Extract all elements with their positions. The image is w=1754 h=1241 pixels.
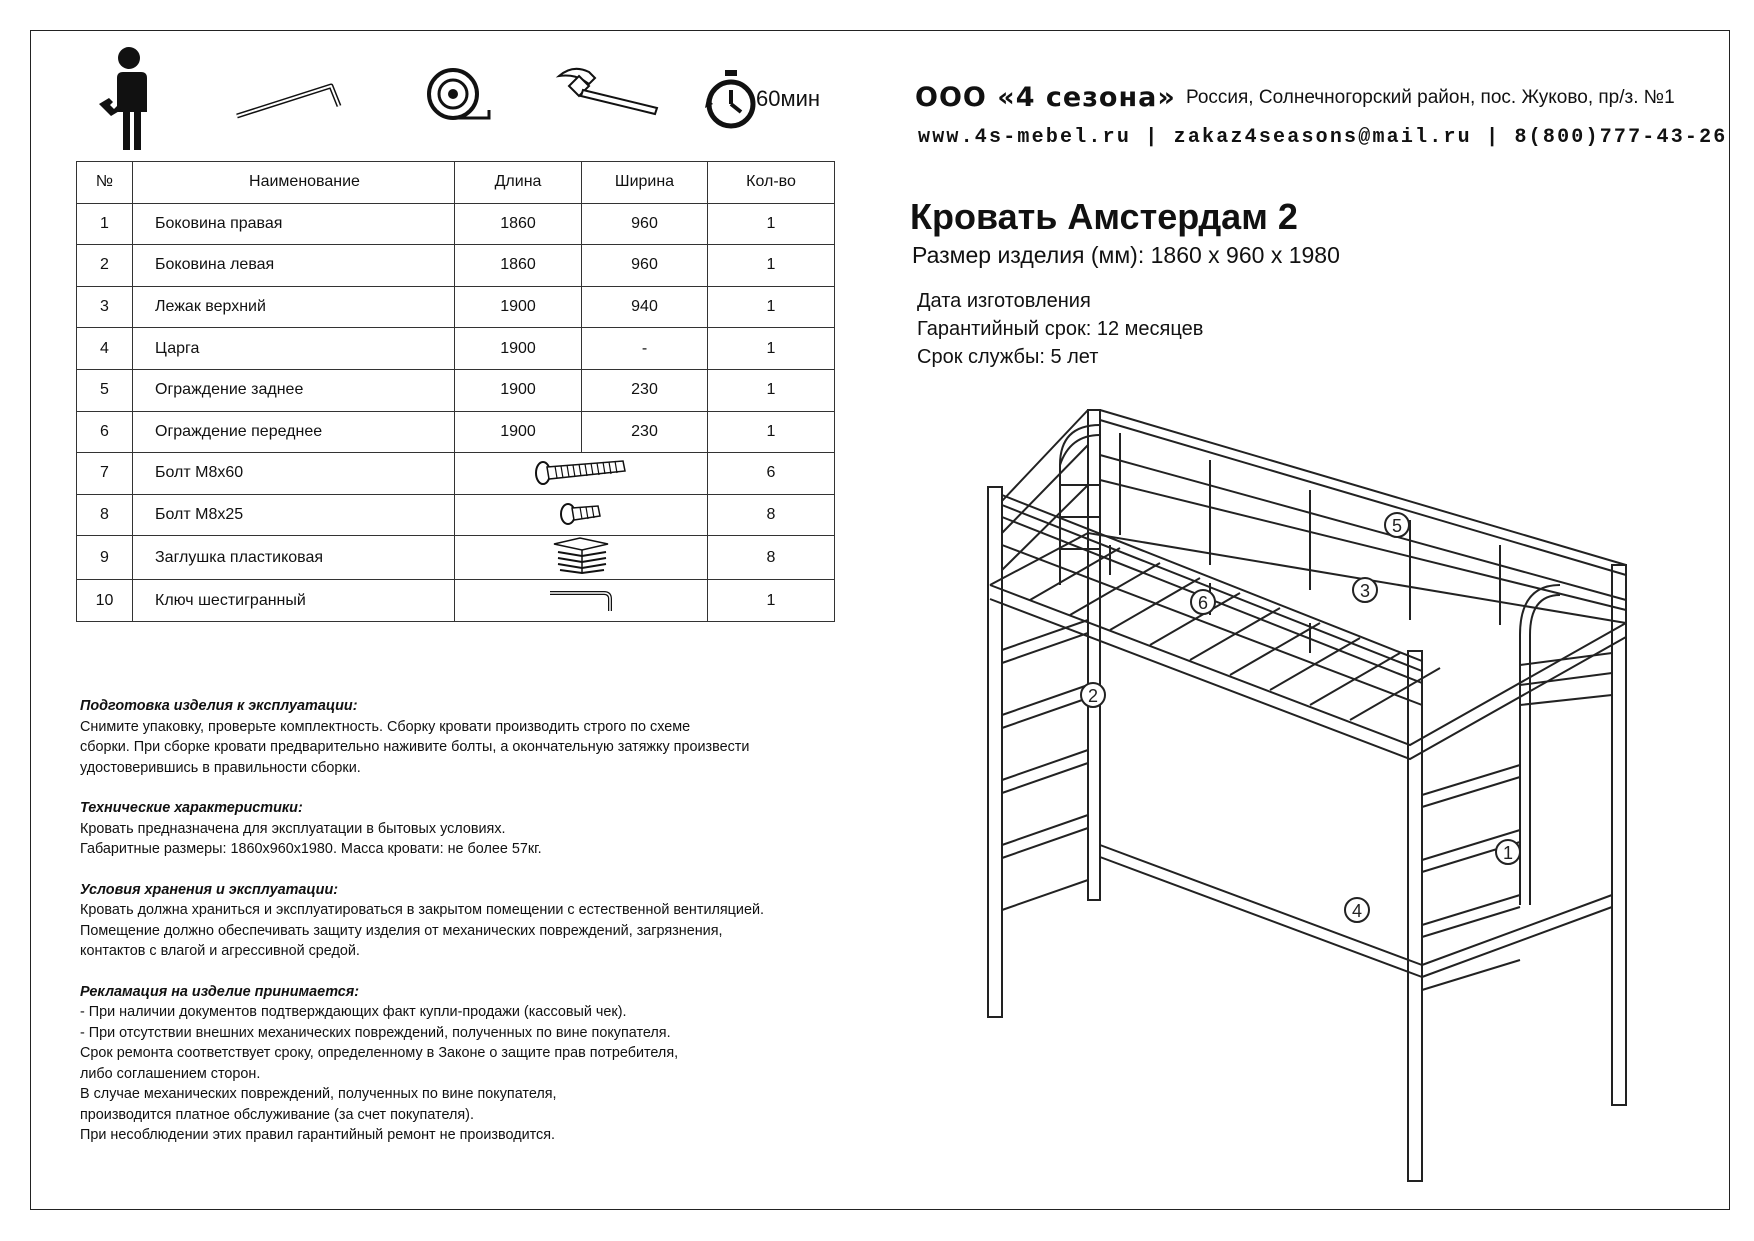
claim-title: Рекламация на изделие принимается: bbox=[80, 983, 360, 1000]
cell-qty: 1 bbox=[708, 580, 835, 622]
hex-key-icon bbox=[233, 76, 343, 126]
prep-section bbox=[80, 696, 840, 778]
cell-name: Боковина правая bbox=[133, 203, 455, 245]
callout-5 bbox=[1385, 513, 1409, 537]
table-row bbox=[77, 203, 835, 245]
callout-label: 5 bbox=[1391, 516, 1403, 536]
cell-length: 1860 bbox=[455, 203, 582, 245]
tools-row bbox=[85, 40, 845, 160]
text-line: Снимите упаковку, проверьте комплектность. Сборку кровати производить строго по схеме bbox=[80, 718, 691, 735]
cell-width: 230 bbox=[582, 369, 708, 411]
company-address: Россия, Солнечногорский район, пос. Жуково, пр/з. №1 bbox=[1186, 87, 1675, 108]
table-row bbox=[77, 328, 835, 370]
text-line: Срок ремонта соответствует сроку, определенному в Законе о защите прав потребителя, bbox=[80, 1045, 679, 1061]
text-line: Кровать предназначена для эксплуатации в бытовых условиях. bbox=[80, 820, 506, 837]
text-line: контактов с влагой и агрессивной средой. bbox=[80, 943, 360, 959]
callout-label: 6 bbox=[1197, 593, 1209, 613]
table-row bbox=[77, 453, 835, 495]
text-line: При несоблюдении этих правил гарантийный ремонт не производится. bbox=[80, 1127, 556, 1143]
tech-section bbox=[80, 798, 840, 860]
cell-width: 230 bbox=[582, 411, 708, 453]
callout-2 bbox=[1081, 683, 1105, 707]
header-name: Наименование bbox=[133, 162, 455, 204]
cell-num: 6 bbox=[77, 411, 133, 453]
person-wrench-icon bbox=[97, 44, 157, 152]
cell-qty: 1 bbox=[708, 328, 835, 370]
table-header-row bbox=[77, 162, 835, 204]
callout-label: 2 bbox=[1087, 686, 1099, 706]
callout-1 bbox=[1496, 840, 1520, 864]
cell-num: 4 bbox=[77, 328, 133, 370]
table-row bbox=[77, 411, 835, 453]
cell-name: Царга bbox=[133, 328, 455, 370]
cell-width: - bbox=[582, 328, 708, 370]
callout-4 bbox=[1345, 898, 1369, 922]
callout-6 bbox=[1191, 590, 1215, 614]
bolt-long-cell bbox=[455, 453, 708, 495]
cell-width: 960 bbox=[582, 245, 708, 287]
cell-width: 960 bbox=[582, 203, 708, 245]
text-line: В случае механических повреждений, полученных по вине покупателя, bbox=[80, 1086, 557, 1102]
callout-3 bbox=[1353, 578, 1377, 602]
text-line: сборки. При сборке кровати предварительно наживите болты, а окончательную затяжку произвести bbox=[80, 739, 750, 755]
product-size: Размер изделия (мм): 1860 x 960 x 1980 bbox=[912, 242, 1340, 268]
company-contacts: www.4s-mebel.ru | zakaz4seasons@mail.ru | 8(800)777-43-26 bbox=[918, 126, 1728, 149]
cell-qty: 1 bbox=[708, 411, 835, 453]
storage-section bbox=[80, 880, 840, 962]
parts-table bbox=[76, 161, 835, 622]
table-row bbox=[77, 494, 835, 536]
tech-title: Технические характеристики: bbox=[80, 800, 303, 816]
text-line: удостоверившись в правильности сборки. bbox=[80, 759, 361, 776]
header-length: Длина bbox=[455, 162, 582, 204]
cell-num: 8 bbox=[77, 494, 133, 536]
cell-length: 1900 bbox=[455, 328, 582, 370]
table-row bbox=[77, 369, 835, 411]
cell-qty: 1 bbox=[708, 369, 835, 411]
storage-title: Условия хранения и эксплуатации: bbox=[80, 881, 339, 898]
cell-num: 3 bbox=[77, 286, 133, 328]
callout-label: 1 bbox=[1502, 843, 1514, 863]
cell-name: Болт М8x60 bbox=[133, 453, 455, 495]
instructions-text bbox=[80, 696, 840, 1166]
bolt-short-cell bbox=[455, 494, 708, 536]
hammer-icon bbox=[553, 62, 663, 132]
stopwatch-icon bbox=[703, 68, 759, 130]
text-line: Кровать должна храниться и эксплуатироваться в закрытом помещении с естественной вентиляцией. bbox=[80, 902, 765, 918]
cell-qty: 6 bbox=[708, 453, 835, 495]
cell-qty: 1 bbox=[708, 286, 835, 328]
cell-name: Болт М8x25 bbox=[133, 494, 455, 536]
cell-qty: 8 bbox=[708, 536, 835, 580]
cell-num: 9 bbox=[77, 536, 133, 580]
cell-num: 7 bbox=[77, 453, 133, 495]
prep-title: Подготовка изделия к эксплуатации: bbox=[80, 698, 358, 714]
company-name: ООО «4 сезона» bbox=[915, 82, 1176, 113]
cell-length: 1900 bbox=[455, 286, 582, 328]
header-qty: Кол-во bbox=[708, 162, 835, 204]
cell-qty: 1 bbox=[708, 203, 835, 245]
manufacture-date: Дата изготовления bbox=[917, 290, 1091, 312]
text-line: производится платное обслуживание (за счет покупателя). bbox=[80, 1106, 474, 1123]
table-row bbox=[77, 536, 835, 580]
cell-name: Ключ шестигранный bbox=[133, 580, 455, 622]
cell-length: 1860 bbox=[455, 245, 582, 287]
cell-num: 10 bbox=[77, 580, 133, 622]
table-row bbox=[77, 580, 835, 622]
service-life: Срок службы: 5 лет bbox=[917, 346, 1099, 368]
cell-name: Лежак верхний bbox=[133, 286, 455, 328]
plug-cell bbox=[455, 536, 708, 580]
cell-name: Ограждение переднее bbox=[133, 411, 455, 453]
cell-num: 5 bbox=[77, 369, 133, 411]
claim-section bbox=[80, 982, 840, 1146]
text-line: - При наличии документов подтверждающих факт купли-продажи (кассовый чек). bbox=[80, 1004, 627, 1020]
cell-qty: 1 bbox=[708, 245, 835, 287]
callout-label: 3 bbox=[1359, 581, 1371, 601]
bolt-m8x25-icon bbox=[556, 498, 606, 528]
cell-length: 1900 bbox=[455, 411, 582, 453]
text-line: Габаритные размеры: 1860x960x1980. Масса кровати: не более 57кг. bbox=[80, 841, 542, 857]
cell-num: 1 bbox=[77, 203, 133, 245]
warranty: Гарантийный срок: 12 месяцев bbox=[917, 318, 1204, 340]
text-line: Помещение должно обеспечивать защиту изделия от механических повреждений, загрязнения, bbox=[80, 922, 723, 939]
product-info bbox=[917, 287, 1203, 371]
cell-name: Заглушка пластиковая bbox=[133, 536, 455, 580]
tape-measure-icon bbox=[425, 66, 495, 126]
cell-num: 2 bbox=[77, 245, 133, 287]
text-line: - При отсутствии внешних механических повреждений, полученных по вине покупателя. bbox=[80, 1024, 671, 1041]
header-num: № bbox=[77, 162, 133, 204]
bolt-m8x60-icon bbox=[531, 455, 631, 487]
cell-length: 1900 bbox=[455, 369, 582, 411]
product-title: Кровать Амстердам 2 bbox=[910, 196, 1298, 237]
table-row bbox=[77, 286, 835, 328]
assembly-time: 60мин bbox=[756, 86, 821, 111]
hex-key-cell bbox=[455, 580, 708, 622]
bed-drawing bbox=[960, 405, 1640, 1185]
cell-qty: 8 bbox=[708, 494, 835, 536]
text-line: либо соглашением сторон. bbox=[80, 1065, 261, 1082]
callout-label: 4 bbox=[1351, 901, 1363, 921]
small-hex-key-icon bbox=[546, 583, 616, 613]
cell-name: Ограждение заднее bbox=[133, 369, 455, 411]
cell-width: 940 bbox=[582, 286, 708, 328]
plastic-plug-icon bbox=[550, 536, 612, 574]
cell-name: Боковина левая bbox=[133, 245, 455, 287]
table-row bbox=[77, 245, 835, 287]
header-width: Ширина bbox=[582, 162, 708, 204]
